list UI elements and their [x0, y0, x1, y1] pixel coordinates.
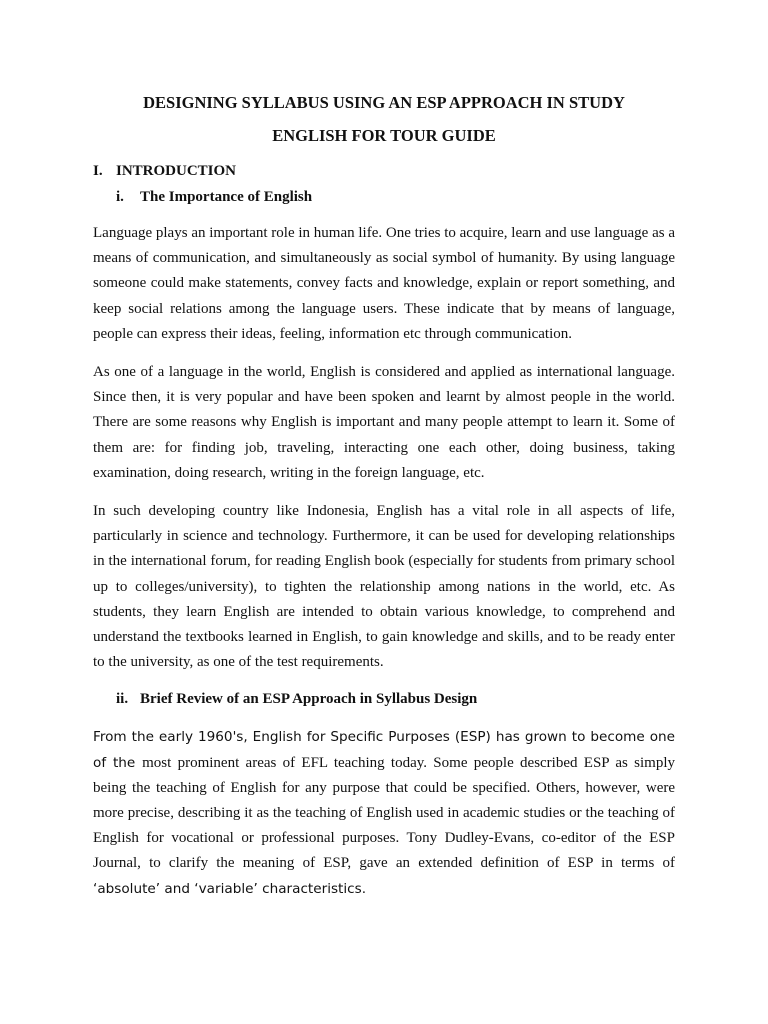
subsection-heading-importance	[93, 187, 675, 207]
document-title	[93, 86, 675, 152]
paragraph-4-opening: From the early 1960's, English for Specific Purposes (ESP) has grown to become one of the	[93, 729, 675, 771]
subsection-heading-esp-review	[93, 689, 675, 709]
subsection-number: ii.	[116, 691, 129, 708]
document-page	[93, 86, 675, 915]
paragraph-3: In such developing country like Indonesia, English has a vital role in all aspects of life, particularly in science and technology. Furthermore, it can be used for developing relationships in the international forum, for reading English book (especially for students from primary school up to colleges/university), to tighten the relationship among nations in the world, etc. As students, they learn English are intended to obtain various knowledge, to comprehend and understand the textbooks learned in English, to gain knowledge and skills, and to be ready enter to the university, as one of the test requirements.	[93, 503, 675, 671]
paragraph-2: As one of a language in the world, English is considered and applied as international language. Since then, it is very popular and have been spoken and learnt by almost people in the world. There are some reasons why English is important and many people attempt to learn it. Some of them are: for finding job, traveling, interacting one each other, doing business, taking examination, doing research, writing in the foreign language, etc.	[93, 364, 675, 481]
paragraph-1: Language plays an important role in human life. One tries to acquire, learn and use language as a means of communication, and simultaneously as social symbol of humanity. By using language someone could make statements, convey facts and knowledge, explain or report something, and keep social relations among the language users. These indicate that by means of language, people can express their ideas, feeling, information etc through communication.	[93, 225, 675, 342]
subsection-title: Brief Review of an ESP Approach in Syllabus Design	[140, 691, 478, 708]
subsection-title: The Importance of English	[140, 189, 313, 205]
title-line-2: ENGLISH FOR TOUR GUIDE	[272, 126, 496, 145]
paragraph-4	[93, 725, 675, 901]
section-heading-introduction	[93, 161, 675, 181]
section-number: I.	[93, 163, 103, 179]
section-title: INTRODUCTION	[116, 163, 237, 179]
title-line-1: DESIGNING SYLLABUS USING AN ESP APPROACH IN STUDY	[143, 93, 625, 112]
paragraph-4-body: most prominent areas of EFL teaching today. Some people described ESP as simply being the teaching of English for any purpose that could be specified. Others, however, were more precise, describing it as the teaching of English used in academic studies or the teaching of English for vocational or professional purposes. Tony Dudley-Evans, co-editor of the ESP Journal, to clarify the meaning of ESP, gave an extended definition of ESP in terms of	[93, 754, 675, 872]
paragraph-4-closing: ‘absolute’ and ‘variable’ characteristics.	[93, 880, 367, 897]
subsection-number: i.	[116, 189, 124, 205]
